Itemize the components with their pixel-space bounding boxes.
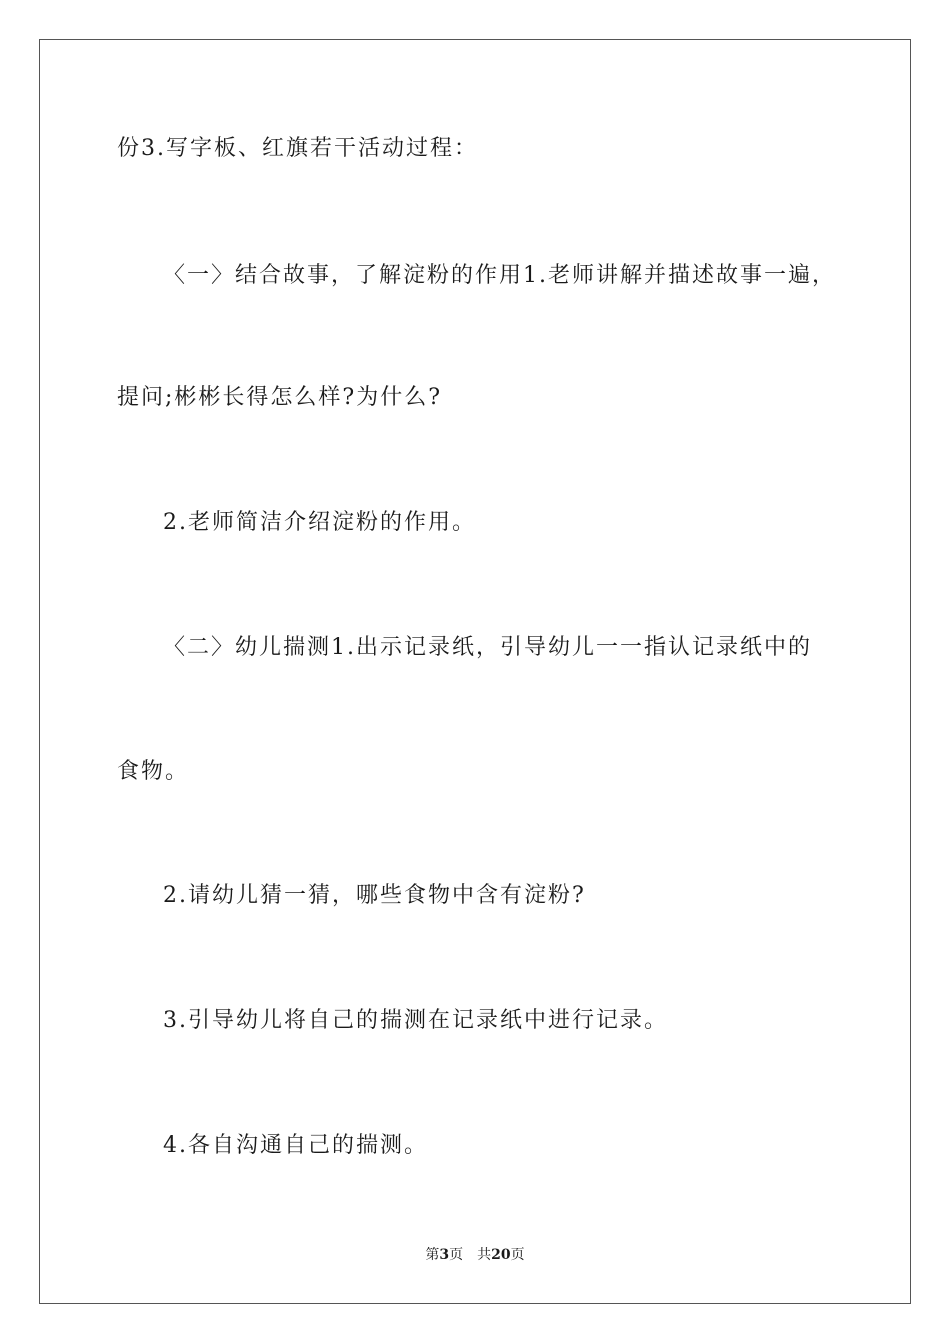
- footer-page-prefix: 第: [425, 1247, 440, 1263]
- footer-page-current: 3: [439, 1247, 450, 1263]
- paragraph-line-5: 〈二〉幼儿揣测1.出示记录纸，引导幼儿一一指认记录纸中的: [163, 635, 812, 660]
- footer-page-suffix: 页: [449, 1247, 464, 1263]
- footer-total-suffix: 页: [510, 1247, 525, 1263]
- footer-page-total: 20: [491, 1247, 511, 1263]
- page-border: [39, 39, 911, 1304]
- paragraph-line-4: 2.老师简洁介绍淀粉的作用。: [163, 510, 476, 535]
- paragraph-line-6: 食物。: [117, 759, 190, 784]
- paragraph-line-1: 份3.写字板、红旗若干活动过程：: [117, 136, 478, 161]
- paragraph-line-8: 3.引导幼儿将自己的揣测在记录纸中进行记录。: [163, 1008, 668, 1033]
- footer-total-prefix: 共: [477, 1247, 492, 1263]
- paragraph-line-9: 4.各自沟通自己的揣测。: [163, 1133, 428, 1158]
- page-footer: [0, 1245, 950, 1265]
- paragraph-line-3: 提问;彬彬长得怎么样?为什么?: [117, 385, 443, 410]
- paragraph-line-2: 〈一〉结合故事，了解淀粉的作用1.老师讲解并描述故事一遍，: [163, 263, 836, 288]
- paragraph-line-7: 2.请幼儿猜一猜，哪些食物中含有淀粉?: [163, 883, 586, 908]
